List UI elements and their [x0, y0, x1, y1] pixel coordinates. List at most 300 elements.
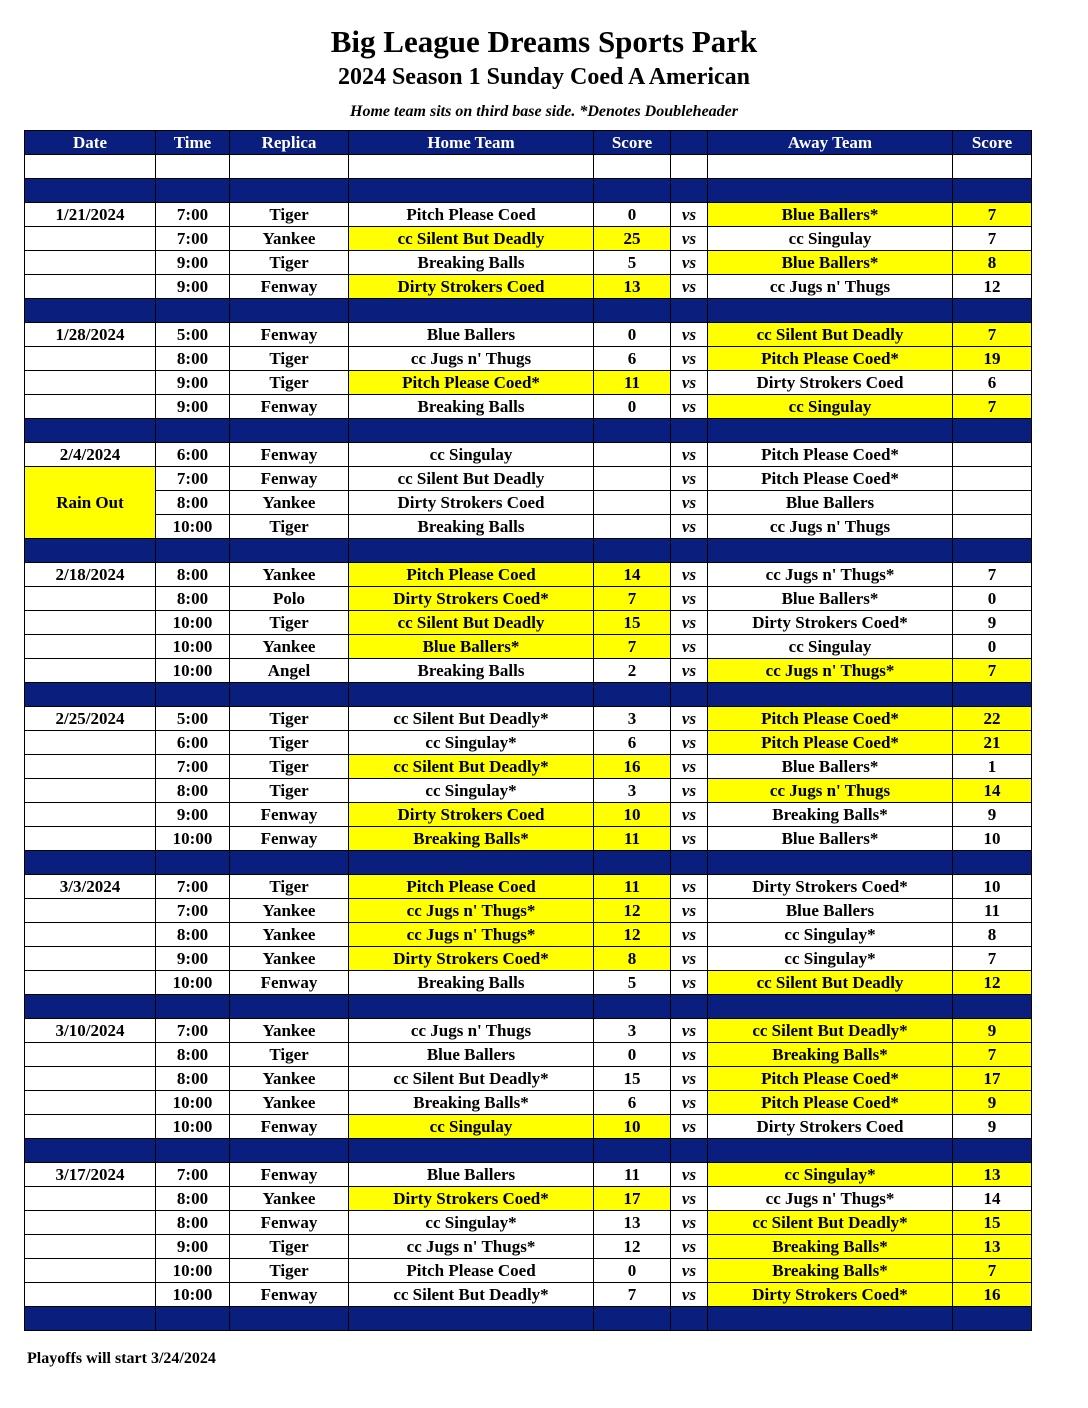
away-score: 7: [953, 1259, 1032, 1283]
away-score: 13: [953, 1163, 1032, 1187]
home-team: Breaking Balls*: [349, 1091, 594, 1115]
home-score: 6: [594, 731, 671, 755]
game-time: 8:00: [156, 1067, 230, 1091]
replica-field: Yankee: [230, 1091, 349, 1115]
vs-label: vs: [671, 563, 708, 587]
away-score: 10: [953, 827, 1032, 851]
game-time: 9:00: [156, 803, 230, 827]
replica-field: Fenway: [230, 467, 349, 491]
home-team: cc Singulay: [349, 1115, 594, 1139]
replica-field: Yankee: [230, 635, 349, 659]
home-team: Breaking Balls: [349, 395, 594, 419]
away-score: 7: [953, 203, 1032, 227]
game-row: [25, 491, 1032, 515]
vs-label: vs: [671, 587, 708, 611]
away-score: 0: [953, 635, 1032, 659]
game-time: 9:00: [156, 395, 230, 419]
home-score: 3: [594, 707, 671, 731]
away-score: 16: [953, 1283, 1032, 1307]
game-time: 6:00: [156, 443, 230, 467]
game-row: [25, 467, 1032, 491]
home-score: 5: [594, 971, 671, 995]
game-date: 2/18/2024: [25, 563, 156, 587]
away-team: cc Singulay: [708, 395, 953, 419]
away-score: 7: [953, 395, 1032, 419]
home-team: Dirty Strokers Coed: [349, 491, 594, 515]
game-time: 10:00: [156, 659, 230, 683]
away-team: cc Singulay: [708, 635, 953, 659]
date-cell: [25, 731, 156, 755]
game-time: 5:00: [156, 707, 230, 731]
away-team: cc Singulay: [708, 227, 953, 251]
away-team: Dirty Strokers Coed: [708, 1115, 953, 1139]
away-team: Pitch Please Coed*: [708, 1091, 953, 1115]
week-separator-band: [25, 851, 1032, 875]
date-cell: [25, 779, 156, 803]
col-vs-header: [671, 131, 708, 155]
game-row: [25, 323, 1032, 347]
rain-out-badge: Rain Out: [25, 467, 156, 539]
vs-label: vs: [671, 443, 708, 467]
away-score: 17: [953, 1067, 1032, 1091]
away-team: cc Silent But Deadly: [708, 971, 953, 995]
game-date: 2/4/2024: [25, 443, 156, 467]
replica-field: Yankee: [230, 563, 349, 587]
home-team: cc Jugs n' Thugs*: [349, 1235, 594, 1259]
game-row: [25, 347, 1032, 371]
home-score: 12: [594, 923, 671, 947]
home-score: 0: [594, 1259, 671, 1283]
date-cell: [25, 803, 156, 827]
game-row: [25, 1163, 1032, 1187]
replica-field: Yankee: [230, 491, 349, 515]
away-score: 14: [953, 1187, 1032, 1211]
home-team: cc Silent But Deadly*: [349, 755, 594, 779]
game-row: [25, 731, 1032, 755]
away-team: Dirty Strokers Coed*: [708, 875, 953, 899]
date-cell: [25, 611, 156, 635]
vs-label: vs: [671, 1211, 708, 1235]
home-score: 25: [594, 227, 671, 251]
game-date: 2/25/2024: [25, 707, 156, 731]
home-score: [594, 467, 671, 491]
page-subtitle: 2024 Season 1 Sunday Coed A American: [337, 64, 751, 90]
game-row: [25, 1187, 1032, 1211]
week-separator-band: [25, 1139, 1032, 1163]
away-score: [953, 515, 1032, 539]
blank-row: [25, 155, 1032, 179]
game-time: 9:00: [156, 251, 230, 275]
replica-field: Fenway: [230, 803, 349, 827]
vs-label: vs: [671, 731, 708, 755]
home-team: cc Jugs n' Thugs: [349, 1019, 594, 1043]
page-title: Big League Dreams Sports Park: [330, 24, 758, 59]
date-cell: [25, 1259, 156, 1283]
game-time: 7:00: [156, 467, 230, 491]
away-score: 9: [953, 1115, 1032, 1139]
home-team: Pitch Please Coed: [349, 203, 594, 227]
vs-label: vs: [671, 1091, 708, 1115]
game-time: 7:00: [156, 1163, 230, 1187]
game-date: 1/28/2024: [25, 323, 156, 347]
game-row: [25, 659, 1032, 683]
away-score: 7: [953, 1043, 1032, 1067]
away-score: 12: [953, 275, 1032, 299]
game-row: [25, 803, 1032, 827]
vs-label: vs: [671, 1019, 708, 1043]
week-separator-band: [25, 419, 1032, 443]
home-team: cc Silent But Deadly*: [349, 1283, 594, 1307]
vs-label: vs: [671, 1115, 708, 1139]
vs-label: vs: [671, 947, 708, 971]
date-cell: [25, 1067, 156, 1091]
game-row: [25, 611, 1032, 635]
away-team: cc Silent But Deadly: [708, 323, 953, 347]
vs-label: vs: [671, 1235, 708, 1259]
date-cell: [25, 227, 156, 251]
home-score: 15: [594, 1067, 671, 1091]
game-row: [25, 971, 1032, 995]
vs-label: vs: [671, 275, 708, 299]
away-team: Pitch Please Coed*: [708, 347, 953, 371]
away-score: 10: [953, 875, 1032, 899]
home-score: 13: [594, 275, 671, 299]
home-score: 16: [594, 755, 671, 779]
playoffs-note: Playoffs will start 3/24/2024: [27, 1350, 216, 1367]
home-team: cc Jugs n' Thugs: [349, 347, 594, 371]
home-score: 5: [594, 251, 671, 275]
home-score: 11: [594, 875, 671, 899]
replica-field: Tiger: [230, 347, 349, 371]
away-team: Dirty Strokers Coed: [708, 371, 953, 395]
away-team: cc Singulay*: [708, 947, 953, 971]
date-cell: [25, 371, 156, 395]
game-row: [25, 635, 1032, 659]
game-row: [25, 227, 1032, 251]
game-date: 3/17/2024: [25, 1163, 156, 1187]
col-away-score-header: Score: [953, 131, 1032, 155]
game-time: 7:00: [156, 1019, 230, 1043]
away-team: Pitch Please Coed*: [708, 443, 953, 467]
away-team: cc Silent But Deadly*: [708, 1211, 953, 1235]
away-score: 11: [953, 899, 1032, 923]
vs-label: vs: [671, 1187, 708, 1211]
home-team: Dirty Strokers Coed: [349, 803, 594, 827]
game-time: 8:00: [156, 779, 230, 803]
away-team: Blue Ballers*: [708, 587, 953, 611]
replica-field: Yankee: [230, 227, 349, 251]
replica-field: Tiger: [230, 1259, 349, 1283]
home-score: 14: [594, 563, 671, 587]
game-row: [25, 947, 1032, 971]
vs-label: vs: [671, 971, 708, 995]
vs-label: vs: [671, 1043, 708, 1067]
away-score: 7: [953, 659, 1032, 683]
vs-label: vs: [671, 707, 708, 731]
home-team: cc Singulay*: [349, 1211, 594, 1235]
game-row: [25, 1211, 1032, 1235]
vs-label: vs: [671, 1259, 708, 1283]
vs-label: vs: [671, 347, 708, 371]
home-team: cc Singulay*: [349, 779, 594, 803]
away-score: [953, 491, 1032, 515]
home-team: cc Silent But Deadly*: [349, 1067, 594, 1091]
home-score: 11: [594, 827, 671, 851]
away-team: cc Jugs n' Thugs: [708, 779, 953, 803]
game-row: [25, 827, 1032, 851]
game-time: 10:00: [156, 635, 230, 659]
date-cell: [25, 1283, 156, 1307]
date-cell: [25, 1115, 156, 1139]
game-time: 9:00: [156, 371, 230, 395]
game-row: [25, 587, 1032, 611]
vs-label: vs: [671, 635, 708, 659]
home-score: 3: [594, 779, 671, 803]
game-row: [25, 1115, 1032, 1139]
away-team: Blue Ballers*: [708, 827, 953, 851]
home-score: [594, 491, 671, 515]
col-away-team-header: Away Team: [708, 131, 953, 155]
replica-field: Yankee: [230, 899, 349, 923]
vs-label: vs: [671, 371, 708, 395]
game-time: 8:00: [156, 1187, 230, 1211]
home-team: cc Silent But Deadly: [349, 467, 594, 491]
game-row: [25, 899, 1032, 923]
game-row: [25, 1235, 1032, 1259]
home-team: Pitch Please Coed: [349, 875, 594, 899]
game-time: 10:00: [156, 1115, 230, 1139]
game-row: [25, 371, 1032, 395]
game-row: [25, 1067, 1032, 1091]
replica-field: Tiger: [230, 755, 349, 779]
date-cell: [25, 755, 156, 779]
away-team: cc Jugs n' Thugs*: [708, 563, 953, 587]
replica-field: Tiger: [230, 875, 349, 899]
game-row: [25, 251, 1032, 275]
vs-label: vs: [671, 803, 708, 827]
home-score: 7: [594, 587, 671, 611]
date-cell: [25, 1211, 156, 1235]
vs-label: vs: [671, 1163, 708, 1187]
home-team: Dirty Strokers Coed*: [349, 947, 594, 971]
replica-field: Polo: [230, 587, 349, 611]
away-score: 1: [953, 755, 1032, 779]
game-time: 9:00: [156, 947, 230, 971]
vs-label: vs: [671, 1067, 708, 1091]
date-cell: [25, 923, 156, 947]
replica-field: Tiger: [230, 731, 349, 755]
away-team: Blue Ballers: [708, 491, 953, 515]
vs-label: vs: [671, 779, 708, 803]
game-time: 8:00: [156, 1211, 230, 1235]
game-time: 10:00: [156, 611, 230, 635]
vs-label: vs: [671, 899, 708, 923]
replica-field: Tiger: [230, 1235, 349, 1259]
game-time: 10:00: [156, 515, 230, 539]
game-row: [25, 1019, 1032, 1043]
home-team: Breaking Balls*: [349, 827, 594, 851]
away-team: Pitch Please Coed*: [708, 467, 953, 491]
away-team: Pitch Please Coed*: [708, 731, 953, 755]
col-home-team-header: Home Team: [349, 131, 594, 155]
vs-label: vs: [671, 515, 708, 539]
away-team: cc Silent But Deadly*: [708, 1019, 953, 1043]
away-score: 9: [953, 1091, 1032, 1115]
vs-label: vs: [671, 251, 708, 275]
home-score: 0: [594, 395, 671, 419]
vs-label: vs: [671, 203, 708, 227]
game-date: 1/21/2024: [25, 203, 156, 227]
game-row: [25, 275, 1032, 299]
home-score: 0: [594, 1043, 671, 1067]
replica-field: Tiger: [230, 779, 349, 803]
home-score: 17: [594, 1187, 671, 1211]
home-team: Blue Ballers*: [349, 635, 594, 659]
date-cell: [25, 899, 156, 923]
game-time: 8:00: [156, 1043, 230, 1067]
home-score: 6: [594, 1091, 671, 1115]
week-separator-band: [25, 995, 1032, 1019]
home-team: Breaking Balls: [349, 971, 594, 995]
game-time: 8:00: [156, 923, 230, 947]
away-score: 0: [953, 587, 1032, 611]
away-score: 9: [953, 803, 1032, 827]
away-score: 7: [953, 323, 1032, 347]
home-score: 0: [594, 203, 671, 227]
home-team: Pitch Please Coed*: [349, 371, 594, 395]
replica-field: Fenway: [230, 323, 349, 347]
replica-field: Fenway: [230, 443, 349, 467]
home-score: 3: [594, 1019, 671, 1043]
vs-label: vs: [671, 923, 708, 947]
replica-field: Fenway: [230, 827, 349, 851]
away-team: cc Singulay*: [708, 1163, 953, 1187]
home-team: Dirty Strokers Coed: [349, 275, 594, 299]
away-score: 8: [953, 923, 1032, 947]
away-team: Blue Ballers*: [708, 755, 953, 779]
replica-field: Fenway: [230, 1163, 349, 1187]
away-score: 12: [953, 971, 1032, 995]
date-cell: [25, 659, 156, 683]
away-score: 7: [953, 227, 1032, 251]
home-team: Pitch Please Coed: [349, 1259, 594, 1283]
home-score: 15: [594, 611, 671, 635]
away-team: Blue Ballers*: [708, 251, 953, 275]
game-time: 6:00: [156, 731, 230, 755]
vs-label: vs: [671, 755, 708, 779]
game-time: 5:00: [156, 323, 230, 347]
date-cell: [25, 827, 156, 851]
home-score: 11: [594, 1163, 671, 1187]
away-score: [953, 467, 1032, 491]
game-time: 7:00: [156, 203, 230, 227]
week-separator-band: [25, 1307, 1032, 1331]
replica-field: Fenway: [230, 275, 349, 299]
game-row: [25, 1283, 1032, 1307]
home-score: 7: [594, 635, 671, 659]
date-cell: [25, 1235, 156, 1259]
away-score: 15: [953, 1211, 1032, 1235]
home-team: Dirty Strokers Coed*: [349, 587, 594, 611]
away-score: [953, 443, 1032, 467]
game-date: 3/10/2024: [25, 1019, 156, 1043]
date-cell: [25, 947, 156, 971]
week-separator-band: [25, 683, 1032, 707]
home-score: 2: [594, 659, 671, 683]
game-row: [25, 875, 1032, 899]
game-time: 7:00: [156, 227, 230, 251]
vs-label: vs: [671, 875, 708, 899]
week-separator-band: [25, 299, 1032, 323]
game-time: 10:00: [156, 827, 230, 851]
home-team: Blue Ballers: [349, 1043, 594, 1067]
home-team: cc Silent But Deadly*: [349, 707, 594, 731]
game-time: 9:00: [156, 275, 230, 299]
vs-label: vs: [671, 1283, 708, 1307]
away-score: 22: [953, 707, 1032, 731]
away-team: Dirty Strokers Coed*: [708, 611, 953, 635]
home-score: 10: [594, 803, 671, 827]
home-team: cc Jugs n' Thugs*: [349, 899, 594, 923]
date-cell: [25, 1091, 156, 1115]
away-team: Breaking Balls*: [708, 1259, 953, 1283]
game-row: [25, 923, 1032, 947]
vs-label: vs: [671, 491, 708, 515]
away-team: cc Jugs n' Thugs*: [708, 659, 953, 683]
home-team: cc Singulay: [349, 443, 594, 467]
away-score: 7: [953, 563, 1032, 587]
home-score: 10: [594, 1115, 671, 1139]
replica-field: Tiger: [230, 251, 349, 275]
home-team: Blue Ballers: [349, 323, 594, 347]
away-team: cc Jugs n' Thugs: [708, 275, 953, 299]
away-score: 14: [953, 779, 1032, 803]
col-date-header: Date: [25, 131, 156, 155]
date-cell: [25, 1043, 156, 1067]
week-separator-band: [25, 539, 1032, 563]
replica-field: Fenway: [230, 971, 349, 995]
away-score: 19: [953, 347, 1032, 371]
away-score: 9: [953, 611, 1032, 635]
game-time: 10:00: [156, 1091, 230, 1115]
col-time-header: Time: [156, 131, 230, 155]
home-score: 0: [594, 323, 671, 347]
replica-field: Yankee: [230, 923, 349, 947]
home-team: cc Singulay*: [349, 731, 594, 755]
replica-field: Yankee: [230, 947, 349, 971]
home-score: 13: [594, 1211, 671, 1235]
replica-field: Fenway: [230, 1115, 349, 1139]
away-score: 6: [953, 371, 1032, 395]
away-score: 13: [953, 1235, 1032, 1259]
game-row: [25, 203, 1032, 227]
away-score: 7: [953, 947, 1032, 971]
home-score: 12: [594, 899, 671, 923]
home-score: 12: [594, 1235, 671, 1259]
replica-field: Fenway: [230, 1211, 349, 1235]
date-cell: [25, 251, 156, 275]
schedule-table: [24, 130, 1032, 1331]
game-time: 10:00: [156, 1259, 230, 1283]
date-cell: [25, 395, 156, 419]
header-note: Home team sits on third base side. *Denotes Doubleheader: [350, 103, 738, 120]
home-score: [594, 515, 671, 539]
replica-field: Yankee: [230, 1187, 349, 1211]
date-cell: [25, 635, 156, 659]
away-team: Breaking Balls*: [708, 1043, 953, 1067]
week-separator-band: [25, 179, 1032, 203]
away-team: Blue Ballers: [708, 899, 953, 923]
